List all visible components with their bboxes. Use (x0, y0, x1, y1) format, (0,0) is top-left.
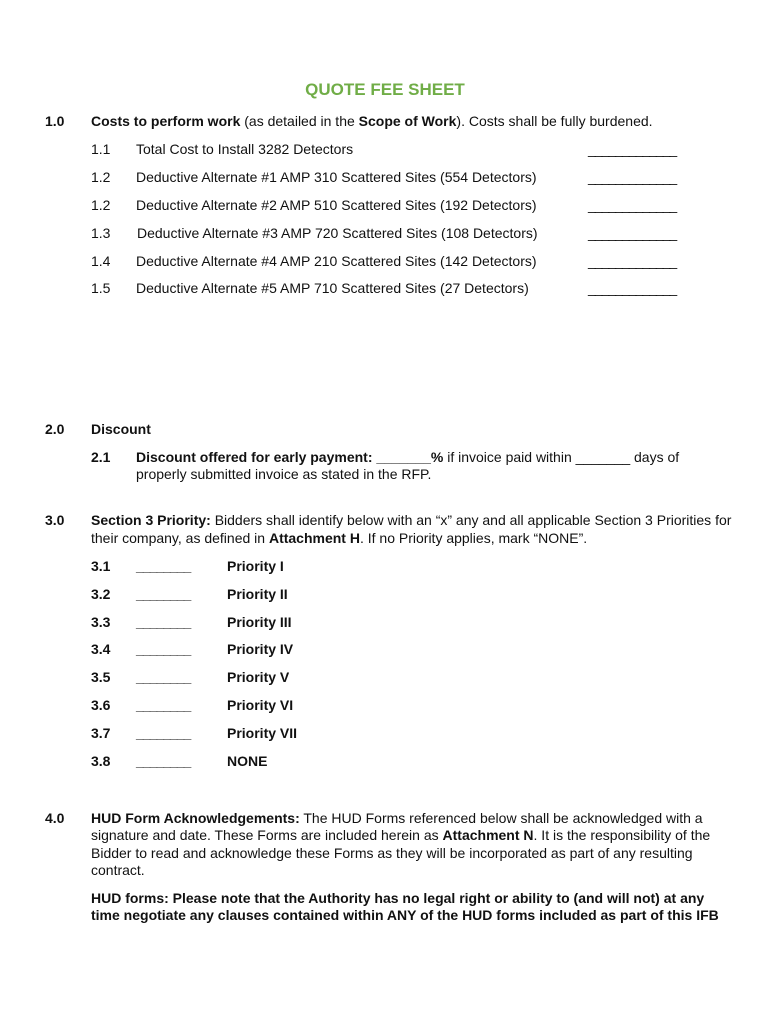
priority-blank[interactable]: ________ (136, 697, 191, 713)
section-4-line-2 (91, 827, 710, 844)
priority-number: 3.3 (91, 614, 111, 630)
priority-blank[interactable]: ________ (136, 586, 191, 602)
priority-label: Priority VI (227, 697, 294, 713)
priority-blank[interactable]: ________ (136, 641, 191, 657)
discount-item-number: 2.1 (91, 449, 111, 465)
discount-terms: if invoice paid within _______ days of (443, 449, 680, 465)
cost-item-number: 1.3 (91, 225, 111, 241)
priority-number: 3.4 (91, 641, 111, 657)
section-3-intro-line-2 (91, 530, 587, 547)
cost-item-label: Deductive Alternate #4 AMP 210 Scattered Sites (142 Detectors) (136, 253, 537, 269)
priority-label: Priority IV (227, 641, 294, 657)
section-1-lead: Costs to perform work (91, 113, 241, 129)
priority-number: 3.2 (91, 586, 111, 602)
priority-label: Priority II (227, 586, 288, 602)
section-4-number: 4.0 (45, 810, 65, 826)
section-2-heading: Discount (91, 421, 151, 437)
cost-item-number: 1.2 (91, 197, 111, 213)
cost-item-blank[interactable]: _____________ (588, 197, 677, 213)
cost-item-label: Deductive Alternate #2 AMP 510 Scattered Sites (192 Detectors) (136, 197, 537, 213)
priority-blank[interactable]: ________ (136, 614, 191, 630)
attachment-n-ref: Attachment N (442, 827, 534, 843)
priority-blank[interactable]: ________ (136, 753, 191, 769)
section-3-heading: Section 3 Priority: (91, 512, 211, 528)
priority-label: Priority VII (227, 725, 298, 741)
cost-item-number: 1.4 (91, 253, 111, 269)
priority-label: Priority III (227, 614, 292, 630)
cost-item-number: 1.2 (91, 169, 111, 185)
cost-item-label: Deductive Alternate #3 AMP 720 Scattered Sites (108 Detectors) (137, 225, 538, 241)
cost-item-number: 1.1 (91, 141, 111, 157)
cost-item-label: Deductive Alternate #5 AMP 710 Scattered Sites (27 Detectors) (136, 280, 529, 296)
section-1-intro (91, 113, 653, 130)
section-3-number: 3.0 (45, 512, 65, 528)
cost-item-blank[interactable]: _____________ (588, 169, 677, 185)
section-4-line-1 (91, 810, 703, 827)
section-3-intro-text-2c: . If no Priority applies, mark “NONE”. (359, 530, 588, 546)
section-1-lead-mid: (as detailed in the (240, 113, 359, 129)
cost-item-blank[interactable]: _____________ (588, 280, 677, 296)
section-3-intro-line-1 (91, 512, 731, 529)
priority-label: Priority I (227, 558, 284, 574)
cost-item-number: 1.5 (91, 280, 111, 296)
priority-blank[interactable]: ________ (136, 558, 191, 574)
attachment-h-ref: Attachment H (268, 530, 360, 546)
section-4-text-2a: signature and date. These Forms are included herein as (91, 827, 443, 843)
scope-of-work-ref: Scope of Work (358, 113, 457, 129)
section-4-line-4: contract. (91, 862, 145, 878)
section-2-number: 2.0 (45, 421, 65, 437)
section-4-text-2c: . It is the responsibility of the (533, 827, 711, 843)
priority-number: 3.6 (91, 697, 111, 713)
section-1-number: 1.0 (45, 113, 65, 129)
priority-number: 3.7 (91, 725, 111, 741)
section-4-line-3: Bidder to read and acknowledge these Forms as they will be incorporated as part of any resulting (91, 845, 693, 861)
priority-number: 3.1 (91, 558, 111, 574)
cost-item-blank[interactable]: _____________ (588, 225, 677, 241)
priority-number: 3.8 (91, 753, 111, 769)
hud-forms-note-line-2: time negotiate any clauses contained within ANY of the HUD forms included as part of this IFB (91, 907, 719, 923)
section-3-intro-text-2a: their company, as defined in (91, 530, 269, 546)
priority-label: Priority V (227, 669, 290, 685)
cost-item-label: Deductive Alternate #1 AMP 310 Scattered Sites (554 Detectors) (136, 169, 537, 185)
priority-blank[interactable]: ________ (136, 725, 191, 741)
hud-forms-note-line-1: HUD forms: Please note that the Authority has no legal right or ability to (and will not) at any (91, 890, 705, 906)
priority-blank[interactable]: ________ (136, 669, 191, 685)
discount-line-2: properly submitted invoice as stated in the RFP. (136, 466, 432, 482)
priority-label: NONE (227, 753, 268, 769)
priority-number: 3.5 (91, 669, 111, 685)
section-4-text-1: The HUD Forms referenced below shall be acknowledged with a (299, 810, 703, 826)
section-4-heading: HUD Form Acknowledgements: (91, 810, 300, 826)
section-1-lead-end: ). Costs shall be fully burdened. (456, 113, 653, 129)
cost-item-blank[interactable]: _____________ (588, 253, 677, 269)
cost-item-blank[interactable]: _____________ (588, 141, 677, 157)
discount-offer-label: Discount offered for early payment: _______% (136, 449, 444, 465)
discount-line-1 (136, 449, 679, 466)
page-title: QUOTE FEE SHEET (305, 80, 465, 99)
cost-item-label: Total Cost to Install 3282 Detectors (136, 141, 354, 157)
section-3-intro-text: Bidders shall identify below with an “x” any and all applicable Section 3 Priorities for (210, 512, 732, 528)
